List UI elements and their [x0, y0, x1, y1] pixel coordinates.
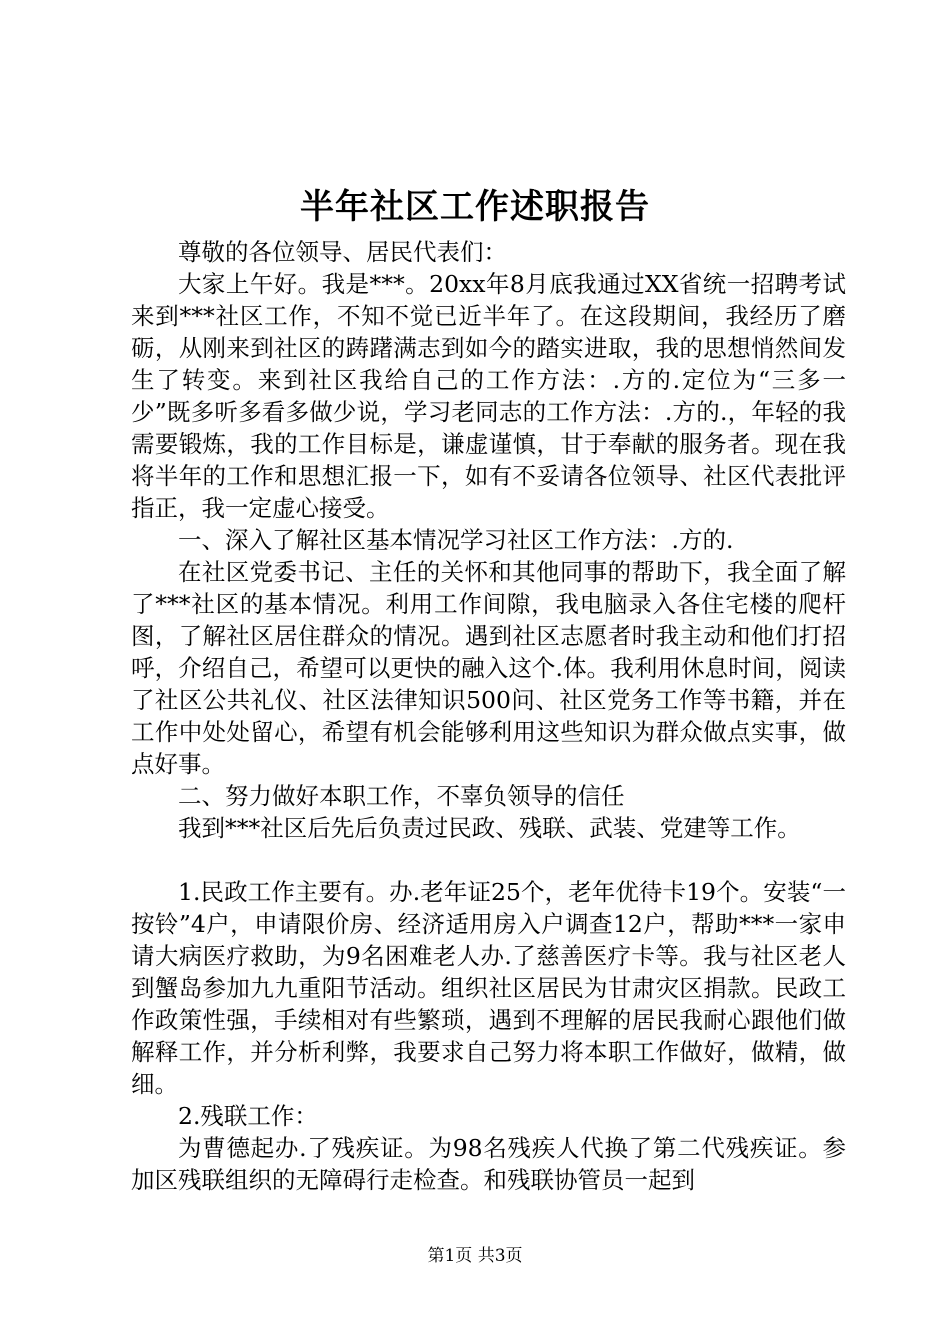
- intro-paragraph: 大家上午好。我是***。20xx年8月底我通过XX省统一招聘考试来到***社区工作，不知不觉已近半年了。在这段期间，我经历了磨砺，从刚来到社区的踌躇满志到如今的踏实进取，我的思想悄然间发生了转变。来到社区我给自己的工作方法：.方的.定位为“三多一少”既多听多看多做少说，学习老同志的工作方法：.方的.，年轻的我需要锻炼，我的工作目标是，谦虚谨慎，甘于奉献的服务者。现在我将半年的工作和思想汇报一下，如有不妥请各位领导、社区代表批评指正，我一定虚心接受。: [131, 270, 846, 522]
- section-heading-1: 一、深入了解社区基本情况学习社区工作方法：.方的.: [178, 526, 734, 554]
- page-footer: 第1页 共3页: [427, 1246, 523, 1266]
- salutation-paragraph: 尊敬的各位领导、居民代表们：: [178, 238, 507, 266]
- section-heading-2: 二、努力做好本职工作，不辜负领导的信任: [178, 782, 625, 810]
- disability-paragraph: 为曹德起办.了残疾证。为98名残疾人代换了第二代残疾证。参加区残联组织的无障碍行走检查。和残联协管员一起到: [131, 1134, 846, 1194]
- disability-heading: 2.残联工作：: [178, 1102, 318, 1130]
- civil-affairs-paragraph: 1.民政工作主要有。办.老年证25个，老年优待卡19个。安装“一按铃”4户，申请限价房、经济适用房入户调查12户，帮助***一家申请大病医疗救助，为9名困难老人办.了慈善医疗卡等。我与社区老人到蟹岛参加九九重阳节活动。组织社区居民为甘肃灾区捐款。民政工作政策性强，手续相对有些繁琐，遇到不理解的居民我耐心跟他们做解释工作，并分析利弊，我要求自己努力将本职工作做好，做精，做细。: [131, 878, 846, 1098]
- section-2-intro-paragraph: 我到***社区后先后负责过民政、残联、武装、党建等工作。: [178, 814, 801, 842]
- section-1-paragraph: 在社区党委书记、主任的关怀和其他同事的帮助下，我全面了解了***社区的基本情况。利用工作间隙，我电脑录入各住宅楼的爬杆图，了解社区居住群众的情况。遇到社区志愿者时我主动和他们打招呼，介绍自己，希望可以更快的融入这个.体。我利用休息时间，阅读了社区公共礼仪、社区法律知识500问、社区党务工作等书籍，并在工作中处处留心，希望有机会能够利用这些知识为群众做点实事，做点好事。: [131, 558, 846, 778]
- document-body: [131, 236, 846, 1196]
- document-title: 半年社区工作述职报告: [300, 187, 650, 227]
